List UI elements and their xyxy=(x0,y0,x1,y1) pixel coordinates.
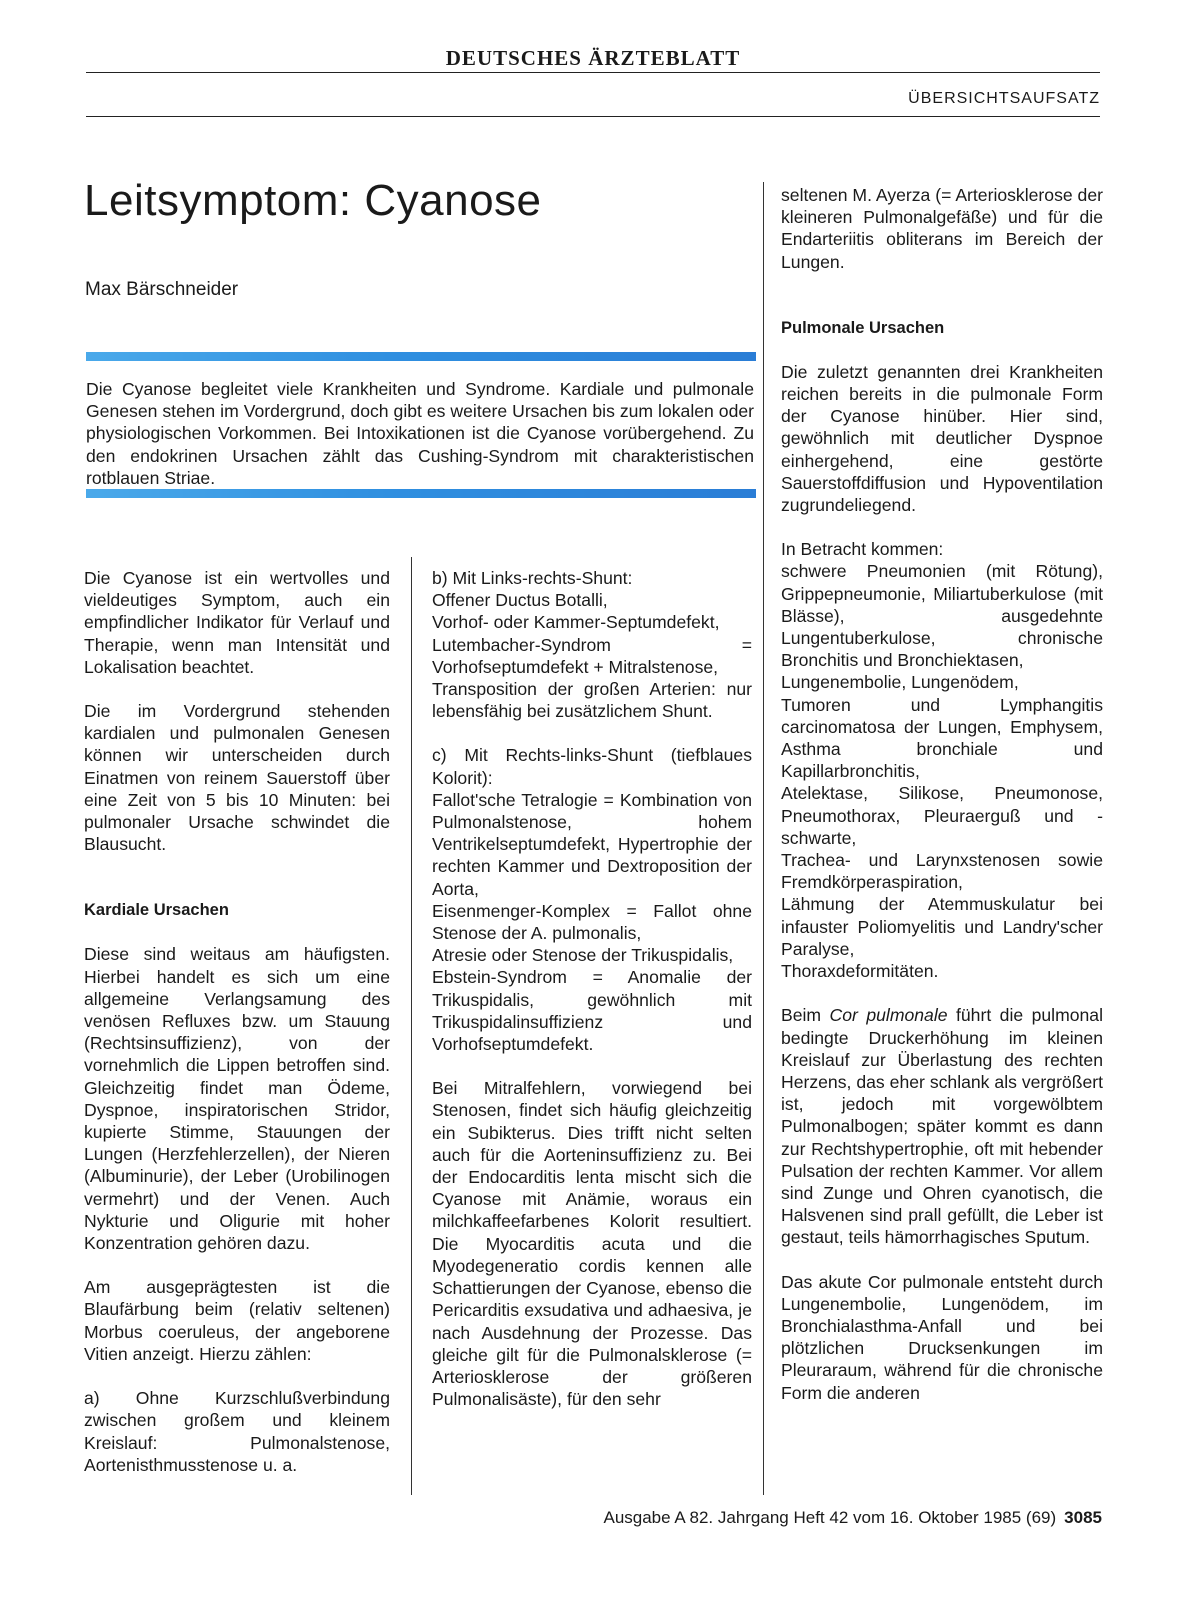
column-divider-right xyxy=(763,182,764,1495)
masthead-rule xyxy=(86,72,1100,73)
column-2 xyxy=(432,567,752,1432)
text-run: Beim xyxy=(781,1005,830,1026)
list-item: schwere Pneumonien (mit Rötung), Grippepneumonie, Miliartuberkulose (mit Blässe), ausgedehnte Lungentuberkulose, chronische Bronchitis und Bronchiektasen, xyxy=(781,561,1103,671)
list-intro: b) Mit Links-rechts-Shunt: xyxy=(432,568,633,588)
list-intro: In Betracht kommen: xyxy=(781,539,944,560)
page-number: 3085 xyxy=(1064,1508,1102,1527)
paragraph: Am ausgeprägtesten ist die Blaufärbung beim (relativ seltenen) Morbus coeruleus, der angeborene Vitien anzeigt. Hierzu zählen: xyxy=(84,1277,390,1364)
article-title: Leitsymptom: Cyanose xyxy=(84,176,542,225)
article-abstract: Die Cyanose begleitet viele Krankheiten und Syndrome. Kardiale und pulmonale Genesen stehen im Vordergrund, doch gibt es weitere Ursachen bis zum lokalen oder physiologischen Vorkommen. Bei Intoxikationen ist die Cyanose vorübergehend. Zu den endokrinen Ursachen zählt das Cushing-Syndrom mit charakteristischen rotblauen Striae. xyxy=(86,379,754,488)
list-block-c xyxy=(432,744,752,1055)
paragraph: Das akute Cor pulmonale entsteht durch Lungenembolie, Lungenödem, im Bronchialasthma-Anfall und bei plötzlichen Drucksenkungen im Pleuraraum, während für die chronische Form die anderen xyxy=(781,1271,1103,1403)
list-block-pulmonal xyxy=(781,538,1103,982)
list-item: Atresie oder Stenose der Trikuspidalis, xyxy=(432,945,734,966)
column-1 xyxy=(84,567,390,1498)
list-item: Trachea- und Larynxstenosen sowie Fremdkörperaspiration, xyxy=(781,850,1103,893)
column-divider-left xyxy=(411,557,412,1495)
text-run: führt die pulmonal bedingte Druckerhöhung im kleinen Kreislauf zur Überlastung des rechten Herzens, das eher schlank als vergrößert ist, jedoch mit vorgewölbtem Pulmonalbogen; später kommt es dann zur Rechtshypertrophie, oft mit hebender Pulsation der rechten Kammer. Vor allem sind Zunge und Ohren cyanotisch, die Halsvenen sind prall gefüllt, die Leber ist gestaut, teils hämorrhagisches Sputum. xyxy=(781,1005,1103,1248)
list-item: Ebstein-Syndrom = Anomalie der Trikuspidalis, gewöhnlich mit Trikuspidalinsuffizienz und Vorhofseptumdefekt. xyxy=(432,967,752,1055)
article-author: Max Bärschneider xyxy=(85,279,239,300)
list-intro: c) Mit Rechts-links-Shunt (tiefblaues Kolorit): xyxy=(432,745,752,788)
paragraph: Bei Mitralfehlern, vorwiegend bei Stenosen, findet sich häufig gleichzeitig ein Subikterus. Dies trifft nicht selten auch für die Aorteninsuffizienz zu. Bei der Endocarditis lenta mischt sich die Cyanose mit Anämie, woraus ein milchkaffeefarbenes Kolorit resultiert. Die Myocarditis acuta und die Myodegeneratio cordis kennen alle Schattierungen der Cyanose, ebenso die Pericarditis exsudativa und adhaesiva, je nach Ausdehnung der Prozesse. Das gleiche gilt für die Pulmonalsklerose (= Arteriosklerose der größeren Pulmonalisäste), für den sehr xyxy=(432,1078,752,1410)
list-item: Offener Ductus Botalli, xyxy=(432,590,608,611)
list-item: Eisenmenger-Komplex = Fallot ohne Stenose der A. pulmonalis, xyxy=(432,900,752,944)
paragraph: Diese sind weitaus am häufigsten. Hierbei handelt es sich um eine allgemeine Verlangsamung des venösen Refluxes bzw. um Stauung (Rechtsinsuffizienz), von der vornehmlich die Lippen betroffen sind. Gleichzeitig findet man Ödeme, Dyspnoe, inspiratorischen Stridor, kupierte Stimme, Stauungen der Lungen (Herzfehlerzellen), der Nieren (Albuminurie), der Leber (Urobilinogen vermehrt) und der Venen. Auch Nykturie und Oligurie mit hoher Konzentration gehören dazu. xyxy=(84,944,390,1254)
paragraph: seltenen M. Ayerza (= Arteriosklerose der kleineren Pulmonalgefäße) und für die Endarteriitis obliterans im Bereich der Lungen. xyxy=(781,185,1103,272)
issue-info: Ausgabe A 82. Jahrgang Heft 42 vom 16. Oktober 1985 (69) xyxy=(603,1508,1057,1527)
list-item: Transposition der großen Arterien: nur lebensfähig bei zusätzlichem Shunt. xyxy=(432,679,752,722)
paragraph-cor-pulmonale xyxy=(781,1004,1103,1248)
list-block-b xyxy=(432,567,752,722)
list-item: Tumoren und Lymphangitis carcinomatosa der Lungen, Emphysem, Asthma bronchiale und Kapillarbronchitis, xyxy=(781,694,1103,782)
journal-masthead: DEUTSCHES ÄRZTEBLATT xyxy=(445,46,741,70)
emphasis-term: Cor pulmonale xyxy=(829,1005,948,1026)
paragraph: a) Ohne Kurzschlußverbindung zwischen großem und kleinem Kreislauf: Pulmonalstenose, Aortenisthmusstenose u. a. xyxy=(84,1388,390,1475)
section-heading-pulmonale: Pulmonale Ursachen xyxy=(781,318,945,337)
section-heading-kardiale: Kardiale Ursachen xyxy=(84,901,229,920)
paragraph: Die im Vordergrund stehenden kardialen und pulmonalen Genesen können wir unterscheiden durch Einatmen von reinem Sauerstoff über eine Zeit von 5 bis 10 Minuten: bei pulmonaler Ursache schwindet die Blausucht. xyxy=(84,701,390,855)
list-item: Atelektase, Silikose, Pneumonose, Pneumothorax, Pleuraerguß und -schwarte, xyxy=(781,783,1103,848)
abstract-bottom-bar xyxy=(86,489,756,498)
list-item: Thoraxdeformitäten. xyxy=(781,961,939,982)
list-item: Lungenembolie, Lungenödem, xyxy=(781,672,1019,693)
paragraph: Die zuletzt genannten drei Krankheiten reichen bereits in die pulmonale Form der Cyanose hinüber. Hier sind, gewöhnlich mit deutlicher Dyspnoe einhergehend, eine gestörte Sauerstoffdiffusion und Hypoventilation zugrundeliegend. xyxy=(781,361,1103,516)
list-item: Lähmung der Atemmuskulatur bei infauster Poliomyelitis und Landry'scher Paralyse, xyxy=(781,894,1103,959)
paragraph: Die Cyanose ist ein wertvolles und vieldeutiges Symptom, auch ein empfindlicher Indikator für Verlauf und Therapie, wenn man Intensität und Lokalisation beachtet. xyxy=(84,568,390,677)
section-rule xyxy=(86,116,1100,117)
list-item: Fallot'sche Tetralogie = Kombination von Pulmonalstenose, hohem Ventrikelseptumdefekt, Hypertrophie der rechten Kammer und Dextroposition der Aorta, xyxy=(432,789,752,899)
list-item: Vorhof- oder Kammer-Septumdefekt, xyxy=(432,612,720,633)
abstract-top-bar xyxy=(86,352,756,361)
column-3 xyxy=(781,184,1103,1426)
section-label: ÜBERSICHTSAUFSATZ xyxy=(908,90,1100,107)
list-item: Lutembacher-Syndrom = Vorhofseptumdefekt + Mitralstenose, xyxy=(432,634,752,677)
page-footer xyxy=(603,1508,1102,1528)
